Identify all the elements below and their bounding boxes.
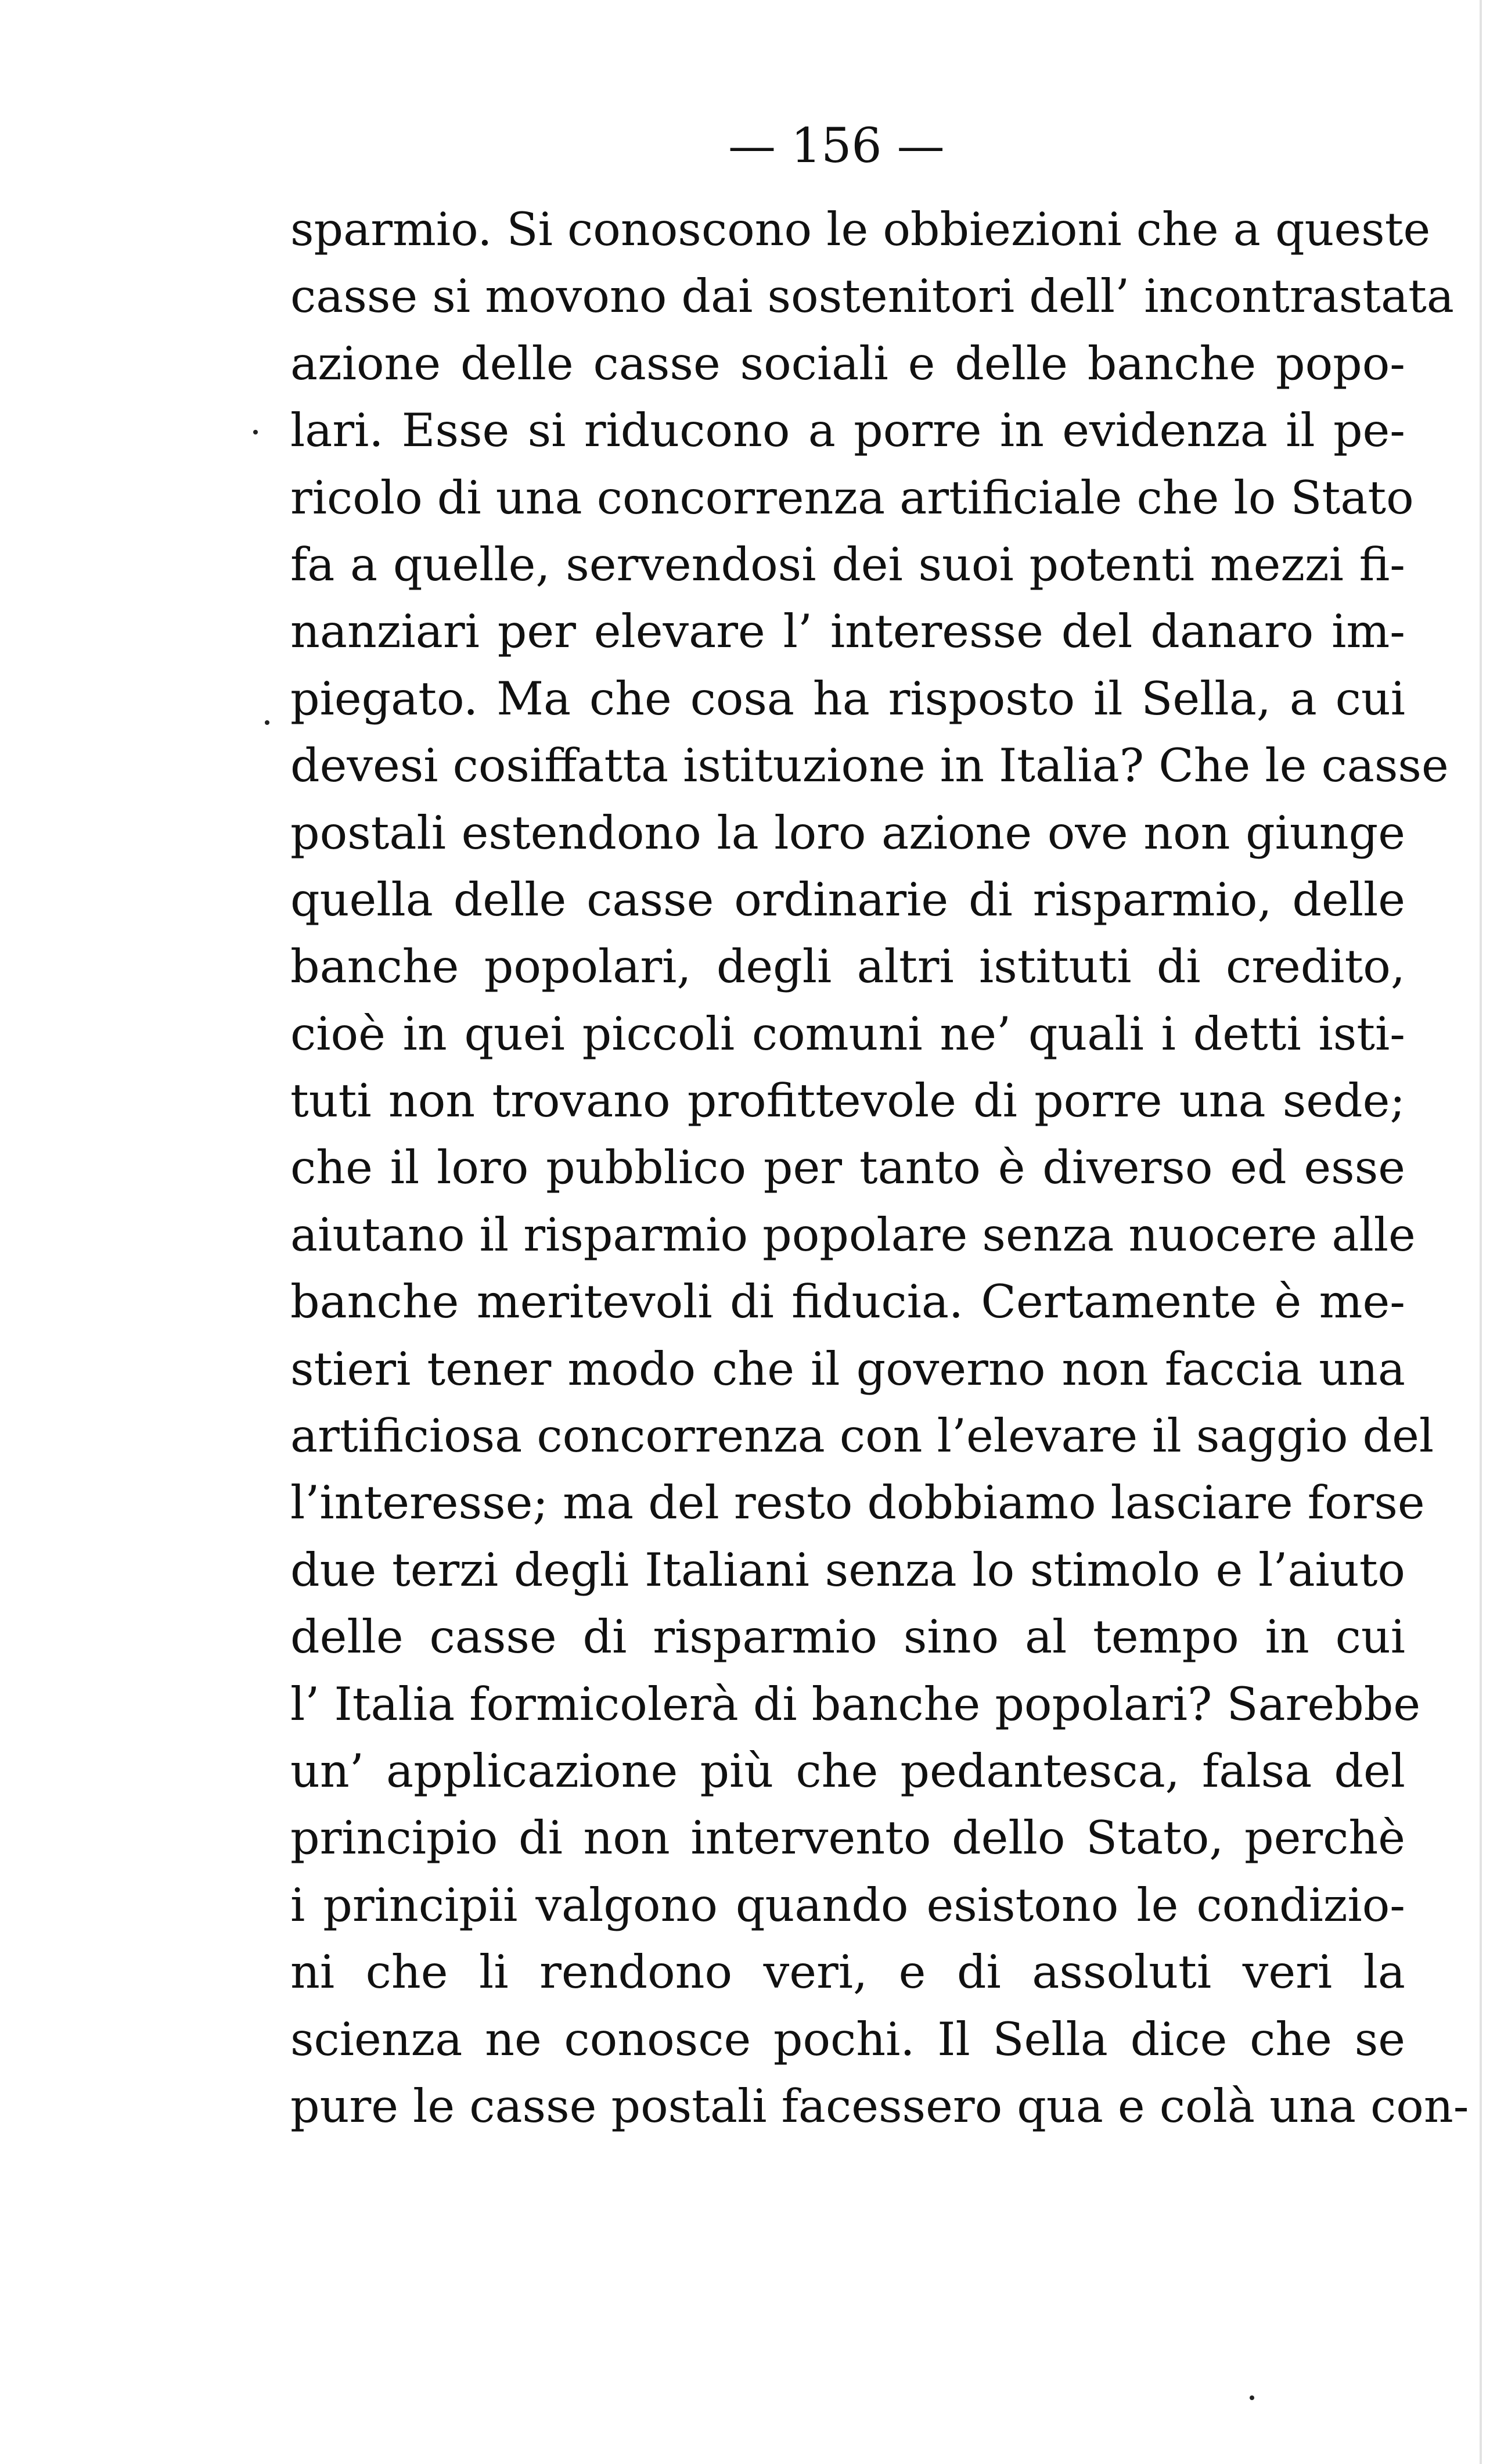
text-line: devesi cosiffatta istituzione in Italia? Che le casse <box>290 739 1449 793</box>
text-line: l’interesse; ma del resto dobbiamo lasciare forse <box>290 1476 1425 1530</box>
text-line: lari. Esse si riducono a porre in evidenza il pe- <box>290 404 1405 458</box>
ink-speck <box>1250 2395 1254 2400</box>
ink-speck <box>253 430 258 434</box>
text-line: banche popolari, degli altri istituti di credito, <box>290 940 1405 994</box>
text-line: casse si movono dai sostenitori dell’ incontrastata <box>290 270 1454 324</box>
text-line: postali estendono la loro azione ove non giunge <box>290 806 1405 860</box>
text-line: i principii valgono quando esistono le condizio- <box>290 1878 1405 1932</box>
text-line: ricolo di una concorrenza artificiale che lo Stato <box>290 470 1414 525</box>
text-line: principio di non intervento dello Stato, perchè <box>290 1811 1405 1865</box>
text-line: un’ applicazione più che pedantesca, falsa del <box>290 1744 1405 1798</box>
text-line: azione delle casse sociali e delle banche popo- <box>290 336 1405 390</box>
text-line: delle casse di risparmio sino al tempo in cui <box>290 1610 1405 1664</box>
page-edge-rule <box>1480 0 1482 2464</box>
text-line: che il loro pubblico per tanto è diverso ed esse <box>290 1141 1405 1195</box>
text-line: scienza ne conosce pochi. Il Sella dice che se <box>290 2012 1405 2066</box>
text-line: aiutano il risparmio popolare senza nuocere alle <box>290 1208 1416 1262</box>
text-line: pure le casse postali facessero qua e colà una con- <box>290 2079 1469 2133</box>
text-line: stieri tener modo che il governo non faccia una <box>290 1342 1405 1396</box>
text-line: banche meritevoli di fiducia. Certamente è me- <box>290 1275 1405 1329</box>
text-line: sparmio. Si conoscono le obbiezioni che a queste <box>290 203 1431 256</box>
text-line: nanziari per elevare l’ interesse del danaro im- <box>290 605 1405 659</box>
text-line: due terzi degli Italiani senza lo stimolo e l’aiuto <box>290 1543 1405 1597</box>
text-line: cioè in quei piccoli comuni ne’ quali i detti isti- <box>290 1007 1405 1061</box>
text-line: l’ Italia formicolerà di banche popolari? Sarebbe <box>290 1677 1421 1731</box>
page-number: — 156 — <box>728 118 945 174</box>
text-line: tuti non trovano profittevole di porre una sede; <box>290 1074 1405 1128</box>
text-line: quella delle casse ordinarie di risparmio, delle <box>290 872 1405 926</box>
text-line: piegato. Ma che cosa ha risposto il Sella, a cui <box>290 671 1405 725</box>
text-line: artificiosa concorrenza con l’elevare il saggio del <box>290 1409 1434 1463</box>
ink-speck <box>265 720 269 725</box>
text-line: ni che li rendono veri, e di assoluti veri la <box>290 1945 1405 1999</box>
text-line: fa a quelle, servendosi dei suoi potenti mezzi fi- <box>290 537 1405 591</box>
body-text <box>290 196 1469 2140</box>
